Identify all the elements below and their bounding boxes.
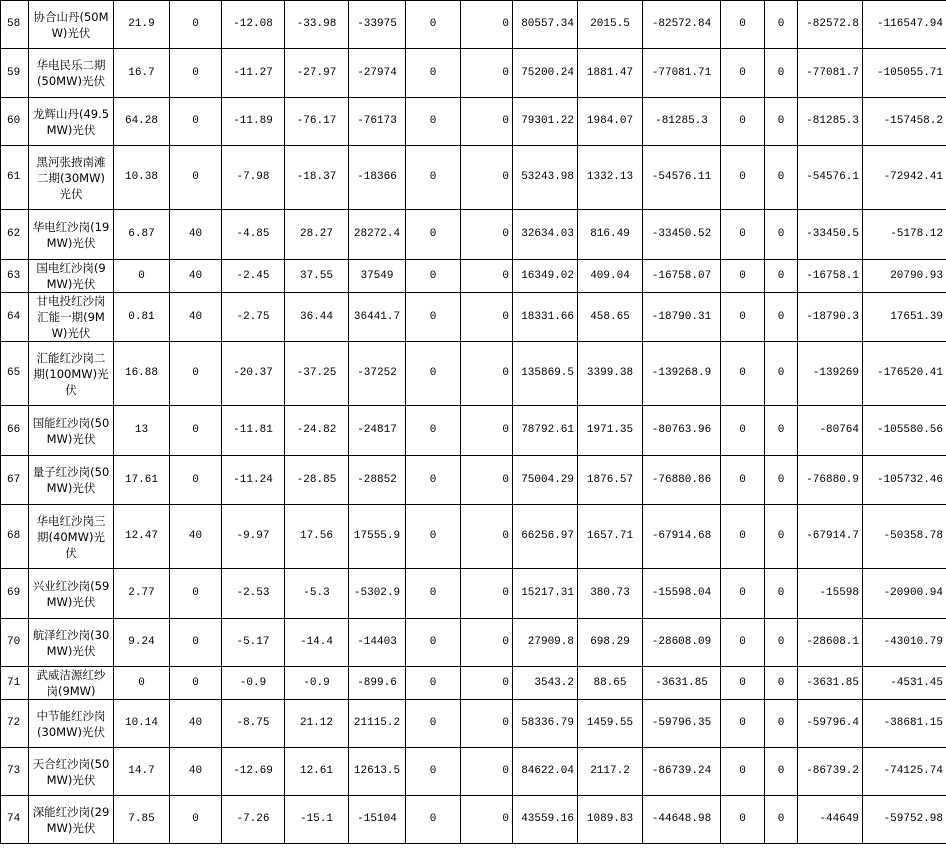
cell-col10: 53243.98 — [513, 146, 578, 210]
cell-col15: -82572.8 — [798, 1, 863, 49]
cell-col3: 21.9 — [114, 1, 170, 49]
cell-col6: 17.56 — [285, 505, 349, 569]
cell-col12: -76880.86 — [643, 456, 721, 505]
cell-col9: 0 — [461, 49, 513, 98]
cell-col16: -38681.15 — [863, 700, 946, 748]
table-row — [1, 456, 946, 505]
cell-col8: 0 — [406, 748, 461, 796]
cell-col9: 0 — [461, 456, 513, 505]
cell-col14: 0 — [765, 700, 798, 748]
cell-col7: 17555.9 — [349, 505, 406, 569]
cell-col10: 78792.61 — [513, 406, 578, 456]
cell-col3: 2.77 — [114, 569, 170, 619]
cell-col6: -27.97 — [285, 49, 349, 98]
cell-col4: 40 — [170, 260, 222, 293]
cell-col13: 0 — [721, 406, 765, 456]
cell-col11: 1971.35 — [578, 406, 643, 456]
cell-col9: 0 — [461, 146, 513, 210]
cell-col6: 36.44 — [285, 293, 349, 342]
row-number: 64 — [1, 293, 29, 342]
cell-col13: 0 — [721, 569, 765, 619]
cell-col16: -157458.2 — [863, 98, 946, 146]
row-number: 65 — [1, 342, 29, 406]
cell-col12: -86739.24 — [643, 748, 721, 796]
cell-col10: 75004.29 — [513, 456, 578, 505]
cell-col14: 0 — [765, 406, 798, 456]
table-row — [1, 406, 946, 456]
cell-col8: 0 — [406, 146, 461, 210]
cell-col8: 0 — [406, 49, 461, 98]
cell-col3: 16.7 — [114, 49, 170, 98]
cell-col6: 37.55 — [285, 260, 349, 293]
cell-col12: -33450.52 — [643, 210, 721, 260]
cell-col11: 1984.07 — [578, 98, 643, 146]
cell-col7: 36441.7 — [349, 293, 406, 342]
cell-col10: 32634.03 — [513, 210, 578, 260]
cell-col10: 75200.24 — [513, 49, 578, 98]
cell-col12: -54576.11 — [643, 146, 721, 210]
table-row — [1, 1, 946, 49]
cell-col5: -20.37 — [222, 342, 285, 406]
cell-col10: 135869.5 — [513, 342, 578, 406]
cell-col7: -27974 — [349, 49, 406, 98]
cell-col15: -76880.9 — [798, 456, 863, 505]
table-body — [1, 1, 946, 844]
cell-col16: -72942.41 — [863, 146, 946, 210]
table-row — [1, 796, 946, 844]
row-number: 60 — [1, 98, 29, 146]
cell-col4: 0 — [170, 98, 222, 146]
cell-col6: 21.12 — [285, 700, 349, 748]
cell-col8: 0 — [406, 260, 461, 293]
row-number: 68 — [1, 505, 29, 569]
cell-col14: 0 — [765, 260, 798, 293]
cell-col7: 21115.2 — [349, 700, 406, 748]
row-number: 59 — [1, 49, 29, 98]
cell-col10: 84622.04 — [513, 748, 578, 796]
cell-col5: -2.75 — [222, 293, 285, 342]
cell-col14: 0 — [765, 1, 798, 49]
cell-col16: 20790.93 — [863, 260, 946, 293]
cell-col4: 40 — [170, 748, 222, 796]
cell-col13: 0 — [721, 748, 765, 796]
cell-col9: 0 — [461, 505, 513, 569]
cell-col4: 40 — [170, 700, 222, 748]
cell-col10: 18331.66 — [513, 293, 578, 342]
cell-col3: 7.85 — [114, 796, 170, 844]
cell-col4: 0 — [170, 146, 222, 210]
cell-col13: 0 — [721, 456, 765, 505]
cell-col13: 0 — [721, 260, 765, 293]
cell-col11: 698.29 — [578, 619, 643, 667]
cell-col9: 0 — [461, 293, 513, 342]
cell-col8: 0 — [406, 1, 461, 49]
cell-col5: -12.69 — [222, 748, 285, 796]
cell-col3: 10.14 — [114, 700, 170, 748]
cell-col10: 43559.16 — [513, 796, 578, 844]
cell-col14: 0 — [765, 667, 798, 700]
cell-col10: 16349.02 — [513, 260, 578, 293]
cell-col14: 0 — [765, 49, 798, 98]
cell-col12: -16758.07 — [643, 260, 721, 293]
cell-col6: 12.61 — [285, 748, 349, 796]
cell-col9: 0 — [461, 260, 513, 293]
cell-col14: 0 — [765, 619, 798, 667]
cell-col11: 1657.71 — [578, 505, 643, 569]
row-number: 61 — [1, 146, 29, 210]
cell-col12: -80763.96 — [643, 406, 721, 456]
cell-col5: -7.98 — [222, 146, 285, 210]
row-number: 74 — [1, 796, 29, 844]
cell-col16: 17651.39 — [863, 293, 946, 342]
cell-col7: -76173 — [349, 98, 406, 146]
cell-col12: -59796.35 — [643, 700, 721, 748]
cell-col16: -59752.98 — [863, 796, 946, 844]
cell-col13: 0 — [721, 210, 765, 260]
cell-col7: -5302.9 — [349, 569, 406, 619]
row-number: 66 — [1, 406, 29, 456]
cell-col8: 0 — [406, 456, 461, 505]
cell-col7: 28272.4 — [349, 210, 406, 260]
cell-col15: -86739.2 — [798, 748, 863, 796]
table-row — [1, 505, 946, 569]
station-name: 量子红沙岗(50MW)光伏 — [29, 456, 114, 505]
cell-col16: -43010.79 — [863, 619, 946, 667]
station-name: 龙辉山丹(49.5MW)光伏 — [29, 98, 114, 146]
cell-col9: 0 — [461, 98, 513, 146]
cell-col9: 0 — [461, 1, 513, 49]
cell-col15: -28608.1 — [798, 619, 863, 667]
cell-col7: -18366 — [349, 146, 406, 210]
cell-col15: -80764 — [798, 406, 863, 456]
table-row — [1, 260, 946, 293]
station-name: 天合红沙岗(50MW)光伏 — [29, 748, 114, 796]
station-name: 汇能红沙岗二期(100MW)光伏 — [29, 342, 114, 406]
station-name: 兴业红沙岗(59MW)光伏 — [29, 569, 114, 619]
cell-col11: 2015.5 — [578, 1, 643, 49]
cell-col12: -67914.68 — [643, 505, 721, 569]
cell-col4: 0 — [170, 667, 222, 700]
cell-col13: 0 — [721, 619, 765, 667]
cell-col16: -50358.78 — [863, 505, 946, 569]
cell-col11: 458.65 — [578, 293, 643, 342]
cell-col4: 40 — [170, 210, 222, 260]
cell-col16: -116547.94 — [863, 1, 946, 49]
row-number: 58 — [1, 1, 29, 49]
cell-col11: 1876.57 — [578, 456, 643, 505]
table-row — [1, 49, 946, 98]
cell-col13: 0 — [721, 1, 765, 49]
cell-col3: 17.61 — [114, 456, 170, 505]
cell-col5: -11.24 — [222, 456, 285, 505]
cell-col10: 27909.8 — [513, 619, 578, 667]
cell-col13: 0 — [721, 293, 765, 342]
station-name: 黑河张掖南滩二期(30MW)光伏 — [29, 146, 114, 210]
cell-col12: -82572.84 — [643, 1, 721, 49]
cell-col6: 28.27 — [285, 210, 349, 260]
cell-col7: -24817 — [349, 406, 406, 456]
cell-col14: 0 — [765, 98, 798, 146]
cell-col16: -4531.45 — [863, 667, 946, 700]
cell-col13: 0 — [721, 49, 765, 98]
cell-col15: -16758.1 — [798, 260, 863, 293]
cell-col9: 0 — [461, 569, 513, 619]
cell-col6: -37.25 — [285, 342, 349, 406]
cell-col4: 0 — [170, 796, 222, 844]
cell-col6: -18.37 — [285, 146, 349, 210]
cell-col4: 0 — [170, 342, 222, 406]
station-name: 华电红沙岗三期(40MW)光伏 — [29, 505, 114, 569]
cell-col8: 0 — [406, 796, 461, 844]
station-name: 深能红沙岗(29MW)光伏 — [29, 796, 114, 844]
cell-col15: -67914.7 — [798, 505, 863, 569]
cell-col14: 0 — [765, 146, 798, 210]
cell-col15: -15598 — [798, 569, 863, 619]
cell-col5: -4.85 — [222, 210, 285, 260]
cell-col12: -77081.71 — [643, 49, 721, 98]
cell-col5: -0.9 — [222, 667, 285, 700]
cell-col12: -15598.04 — [643, 569, 721, 619]
cell-col11: 1881.47 — [578, 49, 643, 98]
cell-col3: 9.24 — [114, 619, 170, 667]
table-row — [1, 210, 946, 260]
table-row — [1, 293, 946, 342]
cell-col7: 12613.5 — [349, 748, 406, 796]
row-number: 73 — [1, 748, 29, 796]
cell-col8: 0 — [406, 505, 461, 569]
cell-col9: 0 — [461, 667, 513, 700]
cell-col13: 0 — [721, 342, 765, 406]
cell-col9: 0 — [461, 210, 513, 260]
cell-col5: -5.17 — [222, 619, 285, 667]
cell-col16: -105580.56 — [863, 406, 946, 456]
cell-col5: -12.08 — [222, 1, 285, 49]
cell-col14: 0 — [765, 505, 798, 569]
cell-col5: -2.53 — [222, 569, 285, 619]
table-row — [1, 667, 946, 700]
cell-col14: 0 — [765, 342, 798, 406]
station-name: 国电红沙岗(9MW)光伏 — [29, 260, 114, 293]
cell-col6: -5.3 — [285, 569, 349, 619]
cell-col3: 0 — [114, 260, 170, 293]
cell-col15: -81285.3 — [798, 98, 863, 146]
cell-col3: 13 — [114, 406, 170, 456]
cell-col14: 0 — [765, 293, 798, 342]
cell-col3: 10.38 — [114, 146, 170, 210]
cell-col6: -76.17 — [285, 98, 349, 146]
cell-col15: -54576.1 — [798, 146, 863, 210]
station-name: 武威洁源红纱岗(9MW) — [29, 667, 114, 700]
table-row — [1, 748, 946, 796]
cell-col9: 0 — [461, 342, 513, 406]
cell-col12: -18790.31 — [643, 293, 721, 342]
cell-col11: 1332.13 — [578, 146, 643, 210]
cell-col3: 14.7 — [114, 748, 170, 796]
cell-col11: 1089.83 — [578, 796, 643, 844]
cell-col4: 40 — [170, 505, 222, 569]
cell-col3: 0 — [114, 667, 170, 700]
cell-col10: 66256.97 — [513, 505, 578, 569]
cell-col8: 0 — [406, 700, 461, 748]
cell-col4: 40 — [170, 293, 222, 342]
cell-col8: 0 — [406, 406, 461, 456]
cell-col12: -3631.85 — [643, 667, 721, 700]
row-number: 72 — [1, 700, 29, 748]
row-number: 71 — [1, 667, 29, 700]
cell-col14: 0 — [765, 210, 798, 260]
cell-col8: 0 — [406, 98, 461, 146]
cell-col9: 0 — [461, 406, 513, 456]
cell-col13: 0 — [721, 667, 765, 700]
cell-col15: -59796.4 — [798, 700, 863, 748]
cell-col13: 0 — [721, 146, 765, 210]
cell-col11: 1459.55 — [578, 700, 643, 748]
station-name: 华电红沙岗(19MW)光伏 — [29, 210, 114, 260]
station-name: 华电民乐二期(50MW)光伏 — [29, 49, 114, 98]
cell-col7: -14403 — [349, 619, 406, 667]
cell-col4: 0 — [170, 456, 222, 505]
cell-col9: 0 — [461, 748, 513, 796]
cell-col14: 0 — [765, 748, 798, 796]
row-number: 67 — [1, 456, 29, 505]
row-number: 63 — [1, 260, 29, 293]
table-row — [1, 342, 946, 406]
row-number: 70 — [1, 619, 29, 667]
cell-col15: -18790.3 — [798, 293, 863, 342]
station-name: 协合山丹(50MW)光伏 — [29, 1, 114, 49]
cell-col8: 0 — [406, 569, 461, 619]
cell-col8: 0 — [406, 210, 461, 260]
cell-col7: -28852 — [349, 456, 406, 505]
row-number: 69 — [1, 569, 29, 619]
cell-col11: 380.73 — [578, 569, 643, 619]
cell-col15: -139269 — [798, 342, 863, 406]
cell-col3: 0.81 — [114, 293, 170, 342]
table-row — [1, 569, 946, 619]
table-row — [1, 700, 946, 748]
cell-col14: 0 — [765, 796, 798, 844]
cell-col12: -139268.9 — [643, 342, 721, 406]
table-row — [1, 146, 946, 210]
cell-col9: 0 — [461, 619, 513, 667]
table-row — [1, 619, 946, 667]
cell-col14: 0 — [765, 569, 798, 619]
cell-col3: 6.87 — [114, 210, 170, 260]
station-name: 国能红沙岗(50MW)光伏 — [29, 406, 114, 456]
cell-col3: 64.28 — [114, 98, 170, 146]
table-row — [1, 98, 946, 146]
cell-col10: 15217.31 — [513, 569, 578, 619]
cell-col13: 0 — [721, 700, 765, 748]
station-name: 中节能红沙岗(30MW)光伏 — [29, 700, 114, 748]
cell-col5: -11.81 — [222, 406, 285, 456]
cell-col16: -5178.12 — [863, 210, 946, 260]
cell-col9: 0 — [461, 700, 513, 748]
cell-col6: -28.85 — [285, 456, 349, 505]
cell-col7: -15104 — [349, 796, 406, 844]
cell-col5: -2.45 — [222, 260, 285, 293]
cell-col5: -8.75 — [222, 700, 285, 748]
cell-col12: -28608.09 — [643, 619, 721, 667]
station-name: 航泽红沙岗(30MW)光伏 — [29, 619, 114, 667]
cell-col13: 0 — [721, 796, 765, 844]
cell-col5: -9.97 — [222, 505, 285, 569]
cell-col7: -899.6 — [349, 667, 406, 700]
cell-col3: 16.88 — [114, 342, 170, 406]
station-name: 甘电投红沙岗汇能一期(9MW)光伏 — [29, 293, 114, 342]
cell-col15: -33450.5 — [798, 210, 863, 260]
cell-col16: -20900.94 — [863, 569, 946, 619]
cell-col16: -105732.46 — [863, 456, 946, 505]
cell-col14: 0 — [765, 456, 798, 505]
cell-col3: 12.47 — [114, 505, 170, 569]
cell-col8: 0 — [406, 667, 461, 700]
cell-col5: -11.27 — [222, 49, 285, 98]
cell-col16: -176520.41 — [863, 342, 946, 406]
cell-col7: -33975 — [349, 1, 406, 49]
cell-col15: -44649 — [798, 796, 863, 844]
cell-col10: 58336.79 — [513, 700, 578, 748]
cell-col4: 0 — [170, 619, 222, 667]
cell-col13: 0 — [721, 98, 765, 146]
cell-col8: 0 — [406, 293, 461, 342]
cell-col6: -0.9 — [285, 667, 349, 700]
cell-col9: 0 — [461, 796, 513, 844]
row-number: 62 — [1, 210, 29, 260]
cell-col11: 3399.38 — [578, 342, 643, 406]
cell-col10: 79301.22 — [513, 98, 578, 146]
cell-col10: 3543.2 — [513, 667, 578, 700]
cell-col7: 37549 — [349, 260, 406, 293]
cell-col8: 0 — [406, 619, 461, 667]
cell-col5: -11.89 — [222, 98, 285, 146]
cell-col6: -14.4 — [285, 619, 349, 667]
cell-col5: -7.26 — [222, 796, 285, 844]
cell-col15: -3631.85 — [798, 667, 863, 700]
cell-col4: 0 — [170, 406, 222, 456]
cell-col4: 0 — [170, 569, 222, 619]
cell-col15: -77081.7 — [798, 49, 863, 98]
cell-col12: -44648.98 — [643, 796, 721, 844]
cell-col7: -37252 — [349, 342, 406, 406]
cell-col11: 409.04 — [578, 260, 643, 293]
cell-col6: -24.82 — [285, 406, 349, 456]
cell-col16: -74125.74 — [863, 748, 946, 796]
cell-col4: 0 — [170, 1, 222, 49]
cell-col11: 816.49 — [578, 210, 643, 260]
cell-col6: -33.98 — [285, 1, 349, 49]
cell-col11: 88.65 — [578, 667, 643, 700]
cell-col12: -81285.3 — [643, 98, 721, 146]
cell-col16: -105055.71 — [863, 49, 946, 98]
cell-col6: -15.1 — [285, 796, 349, 844]
cell-col13: 0 — [721, 505, 765, 569]
cell-col4: 0 — [170, 49, 222, 98]
cell-col11: 2117.2 — [578, 748, 643, 796]
cell-col8: 0 — [406, 342, 461, 406]
cell-col10: 80557.34 — [513, 1, 578, 49]
